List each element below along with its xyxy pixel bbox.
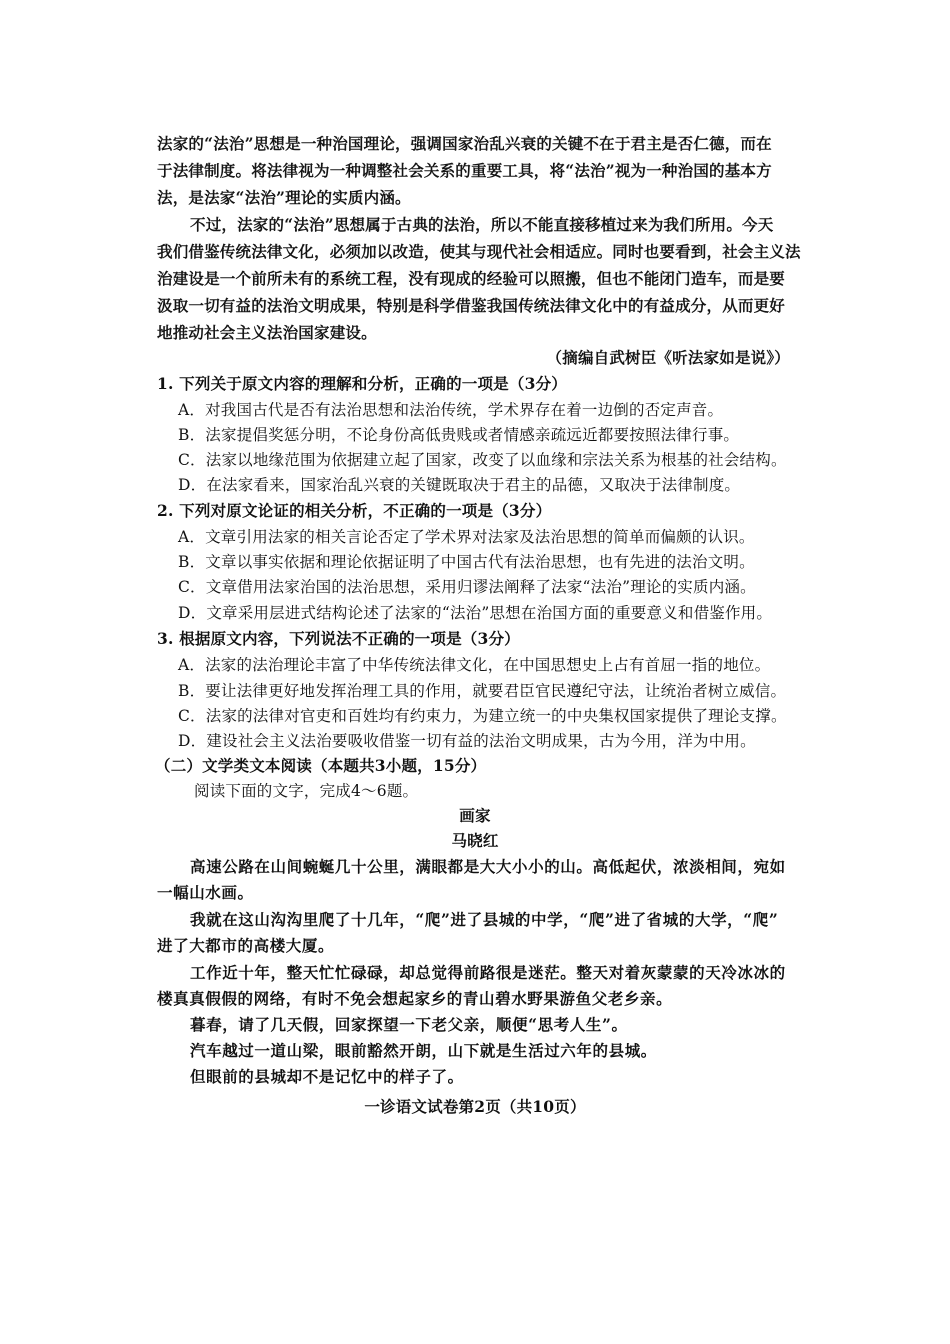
story-line: 工作近十年，整天忙忙碌碌，却总觉得前路很是迷茫。整天对着灰蒙蒙的天冷冰冰的 [190,963,786,982]
option-b: B．文章以事实依据和理论依据证明了中国古代有法治思想，也有先进的法治文明。 [178,553,755,571]
passage-line: 法家的“法治”思想是一种治国理论，强调国家治乱兴衰的关键不在于君主是否仁德，而在 [157,134,772,153]
passage-line: 我们借鉴传统法律文化，必须加以改造，使其与现代社会相适应。同时也要看到，社会主义法 [157,242,801,261]
option-b: B．法家提倡奖惩分明，不论身份高低贵贱或者情感亲疏远近都要按照法律行事。 [178,426,740,444]
section-heading: （二）文学类文本阅读（本题共3小题，15分） [155,756,487,775]
section-instruction: 阅读下面的文字，完成4～6题。 [194,782,419,800]
option-a: A．对我国古代是否有法治思想和法治传统，学术界存在着一边倒的否定声音。 [178,401,724,419]
option-a: A．法家的法治理论丰富了中华传统法律文化，在中国思想史上占有首屈一指的地位。 [178,656,771,674]
option-d: D．建设社会主义法治要吸收借鉴一切有益的法治文明成果，古为今用，洋为中用。 [178,732,756,750]
page-footer: 一诊语文试卷第2页（共10页） [364,1097,586,1116]
story-line: 高速公路在山间蜿蜒几十公里，满眼都是大大小小的山。高低起伏，浓淡相间，宛如 [190,857,786,876]
passage-line: 地推动社会主义法治国家建设。 [157,323,377,342]
story-line: 我就在这山沟沟里爬了十几年，“爬”进了县城的中学，“爬”进了省城的大学，“爬” [190,910,779,929]
story-line: 暮春，请了几天假，回家探望一下老父亲，顺便“思考人生”。 [190,1015,628,1034]
passage-line: 于法律制度。将法律视为一种调整社会关系的重要工具，将“法治”视为一种治国的基本方 [157,161,772,180]
option-d: D．在法家看来，国家治乱兴衰的关键既取决于君主的品德，又取决于法律制度。 [178,476,741,494]
option-a: A．文章引用法家的相关言论否定了学术界对法家及法治思想的简单而偏颇的认识。 [178,528,755,546]
passage-source: （摘编自武树臣《听法家如是说》） [546,348,790,367]
story-title: 画家 [459,806,491,825]
story-line: 但眼前的县城却不是记忆中的样子了。 [190,1067,464,1086]
story-line: 楼真真假假的网络，有时不免会想起家乡的青山碧水野果游鱼父老乡亲。 [157,989,673,1008]
passage-line: 治建设是一个前所未有的系统工程，没有现成的经验可以照搬，但也不能闭门造车，而是要 [157,269,786,288]
question-stem: 1. 下列关于原文内容的理解和分析，正确的一项是（3分） [157,374,567,393]
passage-line: 汲取一切有益的法治文明成果，特别是科学借鉴我国传统法律文化中的有益成分，从而更好 [157,296,786,315]
option-c: C．法家以地缘范围为依据建立起了国家，改变了以血缘和宗法关系为根基的社会结构。 [178,451,787,469]
passage-line: 不过，法家的“法治”思想属于古典的法治，所以不能直接移植过来为我们所用。今天 [190,215,774,234]
story-line: 汽车越过一道山梁，眼前豁然开朗，山下就是生活过六年的县城。 [190,1041,657,1060]
passage-line: 法，是法家“法治”理论的实质内涵。 [157,188,411,207]
option-d: D．文章采用层进式结构论述了法家的“法治”思想在治国方面的重要意义和借鉴作用。 [178,604,773,622]
question-stem: 3. 根据原文内容，下列说法不正确的一项是（3分） [157,629,520,648]
story-author: 马晓红 [451,831,499,850]
question-stem: 2. 下列对原文论证的相关分析，不正确的一项是（3分） [157,501,552,520]
story-line: 进了大都市的高楼大厦。 [157,936,335,955]
option-b: B．要让法律更好地发挥治理工具的作用，就要君臣官民遵纪守法，让统治者树立威信。 [178,682,787,700]
story-line: 一幅山水画。 [157,883,254,902]
option-c: C．文章借用法家治国的法治思想，采用归谬法阐释了法家“法治”理论的实质内涵。 [178,578,756,596]
option-c: C．法家的法律对官吏和百姓均有约束力，为建立统一的中央集权国家提供了理论支撑。 [178,707,787,725]
